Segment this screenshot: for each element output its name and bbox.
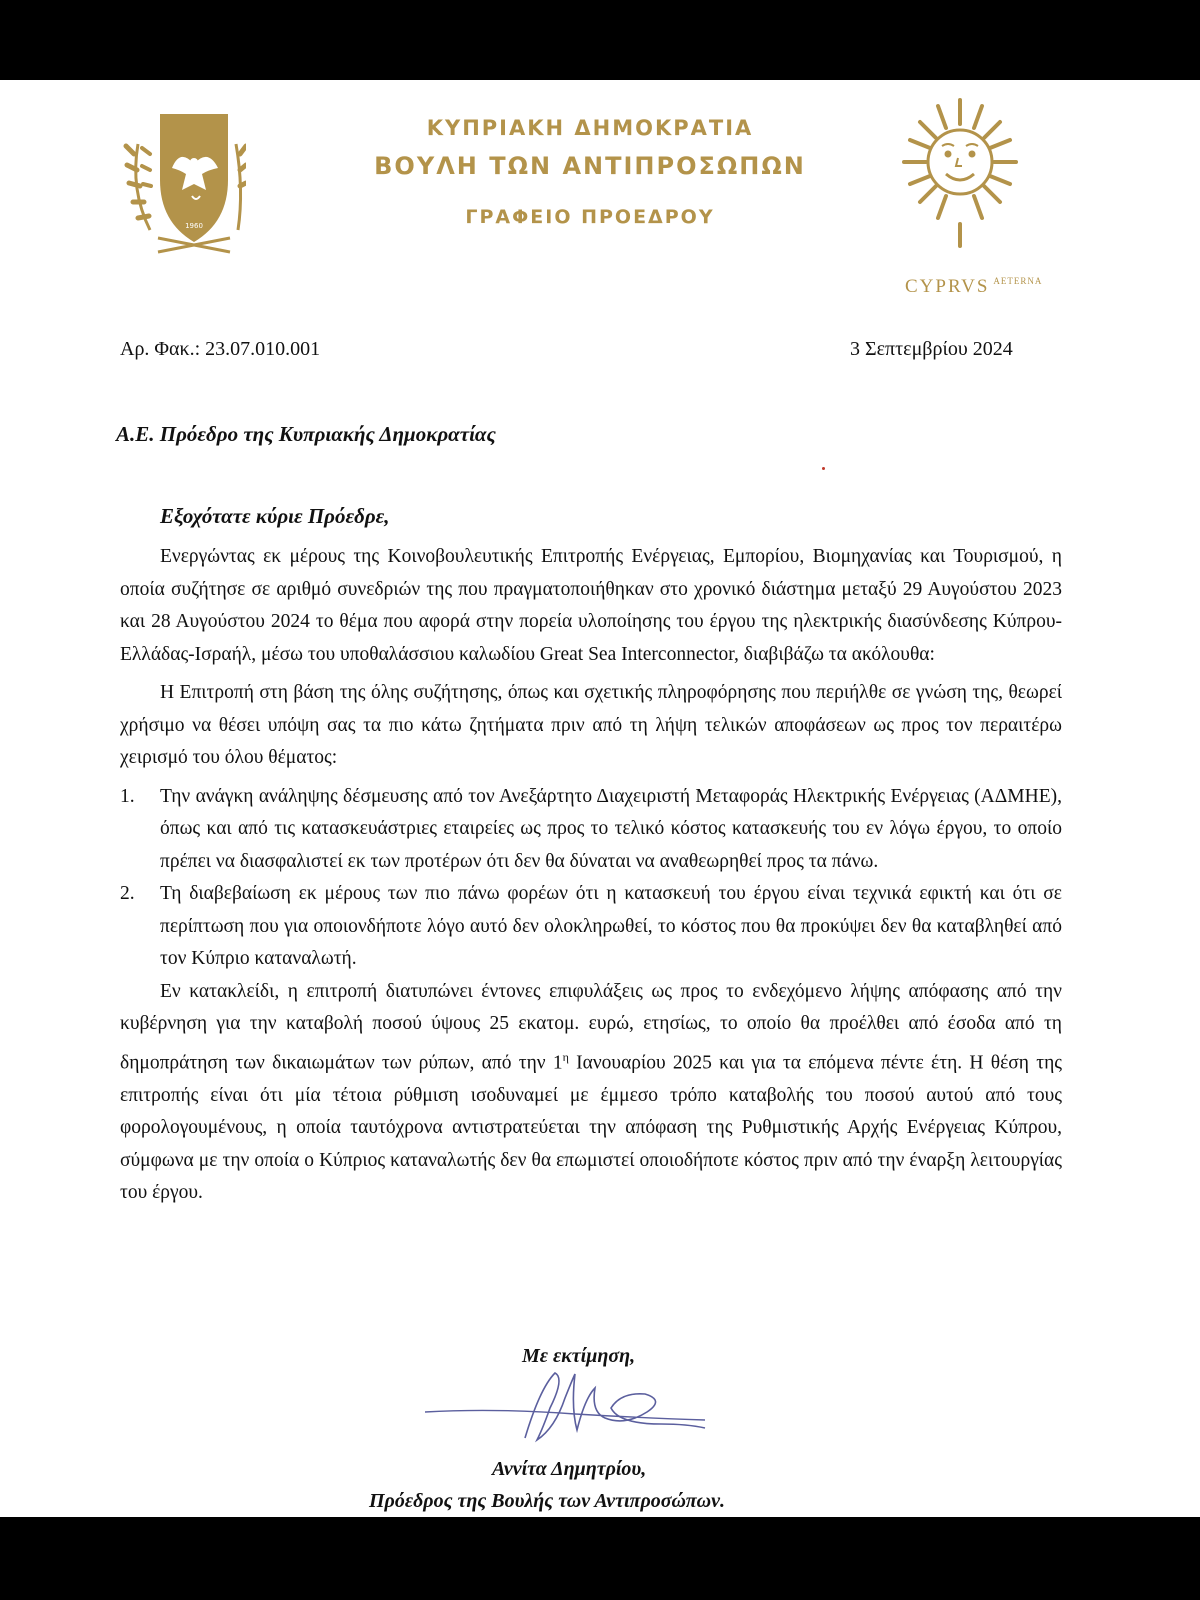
coat-of-arms-emblem bbox=[120, 110, 246, 260]
header-republic: ΚΥΠΡΙΑΚΗ ΔΗΜΟΚΡΑΤΙΑ bbox=[426, 116, 754, 140]
signer-name: Αννίτα Δημητρίου, bbox=[492, 1458, 647, 1480]
paragraph-conclusion bbox=[120, 976, 1062, 1210]
logo-main-text: CYPRVS bbox=[905, 276, 990, 297]
letter-date: 3 Σεπτεμβρίου 2024 bbox=[850, 338, 1013, 360]
list-text: Τη διαβεβαίωση εκ μέρους των πιο πάνω φορέων ότι η κατασκευή του έργου είναι τεχνικά εφικτή και ότι σε περίπτωση που για οποιονδήποτε λόγο αυτό δεν ολοκληρωθεί, το κόστος που θα προκύψει δεν θα καταβληθεί από τον Κύπριο καταναλωτή. bbox=[160, 883, 1062, 969]
conclusion-part-1: Εν κατακλείδι, η επιτροπή διατυπώνει έντονες επιφυλάξεις ως προς το ενδεχόμενο λήψης απόφασης από την κυβέρνηση για την καταβολή ποσού ύψους 25 εκατομ. ευρώ, ετησίως, το οποίο θα προέλθει από έσοδα από τη δημοπράτηση των δικαιωμάτων των ρύπων, από την 1 bbox=[120, 980, 1062, 1073]
header-office: ΓΡΑΦΕΙΟ ΠΡΟΕΔΡΟΥ bbox=[465, 206, 715, 228]
paragraph-committee: Η Επιτροπή στη βάση της όλης συζήτησης, όπως και σχετικής πληροφόρησης που περιήλθε σε γνώση της, θεωρεί χρήσιμο να θέσει υπόψη σας τα πιο κάτω ζητήματα πριν από τη λήψη τελικών αποφάσεων ως προς τον περαιτέρω χειρισμό του όλου θέματος: bbox=[120, 682, 1062, 768]
paragraph-intro: Ενεργώντας εκ μέρους της Κοινοβουλευτικής Επιτροπής Ενέργειας, Εμπορίου, Βιομηχανίας και Τουρισμού, η οποία συζήτησε σε αριθμό συνεδριών της που πραγματοποιήθηκαν στο χρονικό διάστημα μεταξύ 29 Αυγούστου 2023 και 28 Αυγούστου 2024 το θέμα που αφορά στην πορεία υλοποίησης του έργου της ηλεκτρικής διασύνδεσης Κύπρου-Ελλάδας-Ισραήλ, μέσω του υποθαλάσσιου καλωδίου Great Sea Interconnector, διαβιβάζω τα ακόλουθα: bbox=[120, 546, 1062, 665]
list-number: 2. bbox=[120, 883, 135, 904]
list-item bbox=[120, 781, 1062, 879]
letter-page bbox=[0, 80, 1200, 1517]
conclusion-superscript: η bbox=[562, 1049, 569, 1064]
letter-body bbox=[120, 541, 1062, 1210]
letterhead bbox=[370, 116, 810, 228]
header-parliament: ΒΟΥΛΗ ΤΩΝ ΑΝΤΙΠΡΟΣΩΠΩΝ bbox=[374, 152, 806, 180]
logo-sub-text: AETERNA bbox=[993, 276, 1043, 286]
list-item bbox=[120, 878, 1062, 976]
stray-dot bbox=[822, 467, 825, 470]
conclusion-part-2: Ιανουαρίου 2025 και για τα επόμενα πέντε έτη. Η θέση της επιτροπής είναι ότι μία τέτοια ρύθμιση ισοδυναμεί με έμμεσο τρόπο καταβολής του ποσού αυτού από τους φορολογουμένους, η οποία ταυτόχρονα αντιστρατεύεται την απόφαση της Ρυθμιστικής Αρχής Ενέργειας Κύπρου, σύμφωνα με την οποία ο Κύπριος καταναλωτής δεν θα επωμιστεί οποιοδήποτε κόστος πριν από την έναρξη λειτουργίας του έργου. bbox=[120, 1052, 1062, 1203]
crest-year: 1960 bbox=[185, 222, 203, 230]
salutation: Εξοχότατε κύριε Πρόεδρε, bbox=[160, 504, 390, 528]
signature-image bbox=[425, 1368, 725, 1448]
signer-title: Πρόεδρος της Βουλής των Αντιπροσώπων. bbox=[369, 1490, 725, 1512]
cyprus-aeterna-logo bbox=[905, 276, 1042, 298]
list-text: Την ανάγκη ανάληψης δέσμευσης από τον Ανεξάρτητο Διαχειριστή Μεταφοράς Ηλεκτρικής Ενέργειας (ΑΔΜΗΕ), όπως και από τις κατασκευάστριες εταιρείες ως προς το τελικό κόστος κατασκευής του εν λόγω έργου, το οποίο πρέπει να διασφαλιστεί εκ των προτέρων ότι δεν θα δύναται να αναθεωρηθεί προς τα πάνω. bbox=[160, 785, 1062, 872]
sun-logo-icon bbox=[900, 96, 1020, 271]
list-number: 1. bbox=[120, 785, 135, 807]
recipient: Α.Ε. Πρόεδρο της Κυπριακής Δημοκρατίας bbox=[116, 422, 496, 446]
file-reference: Αρ. Φακ.: 23.07.010.001 bbox=[120, 338, 321, 360]
closing: Με εκτίμηση, bbox=[522, 1345, 636, 1367]
